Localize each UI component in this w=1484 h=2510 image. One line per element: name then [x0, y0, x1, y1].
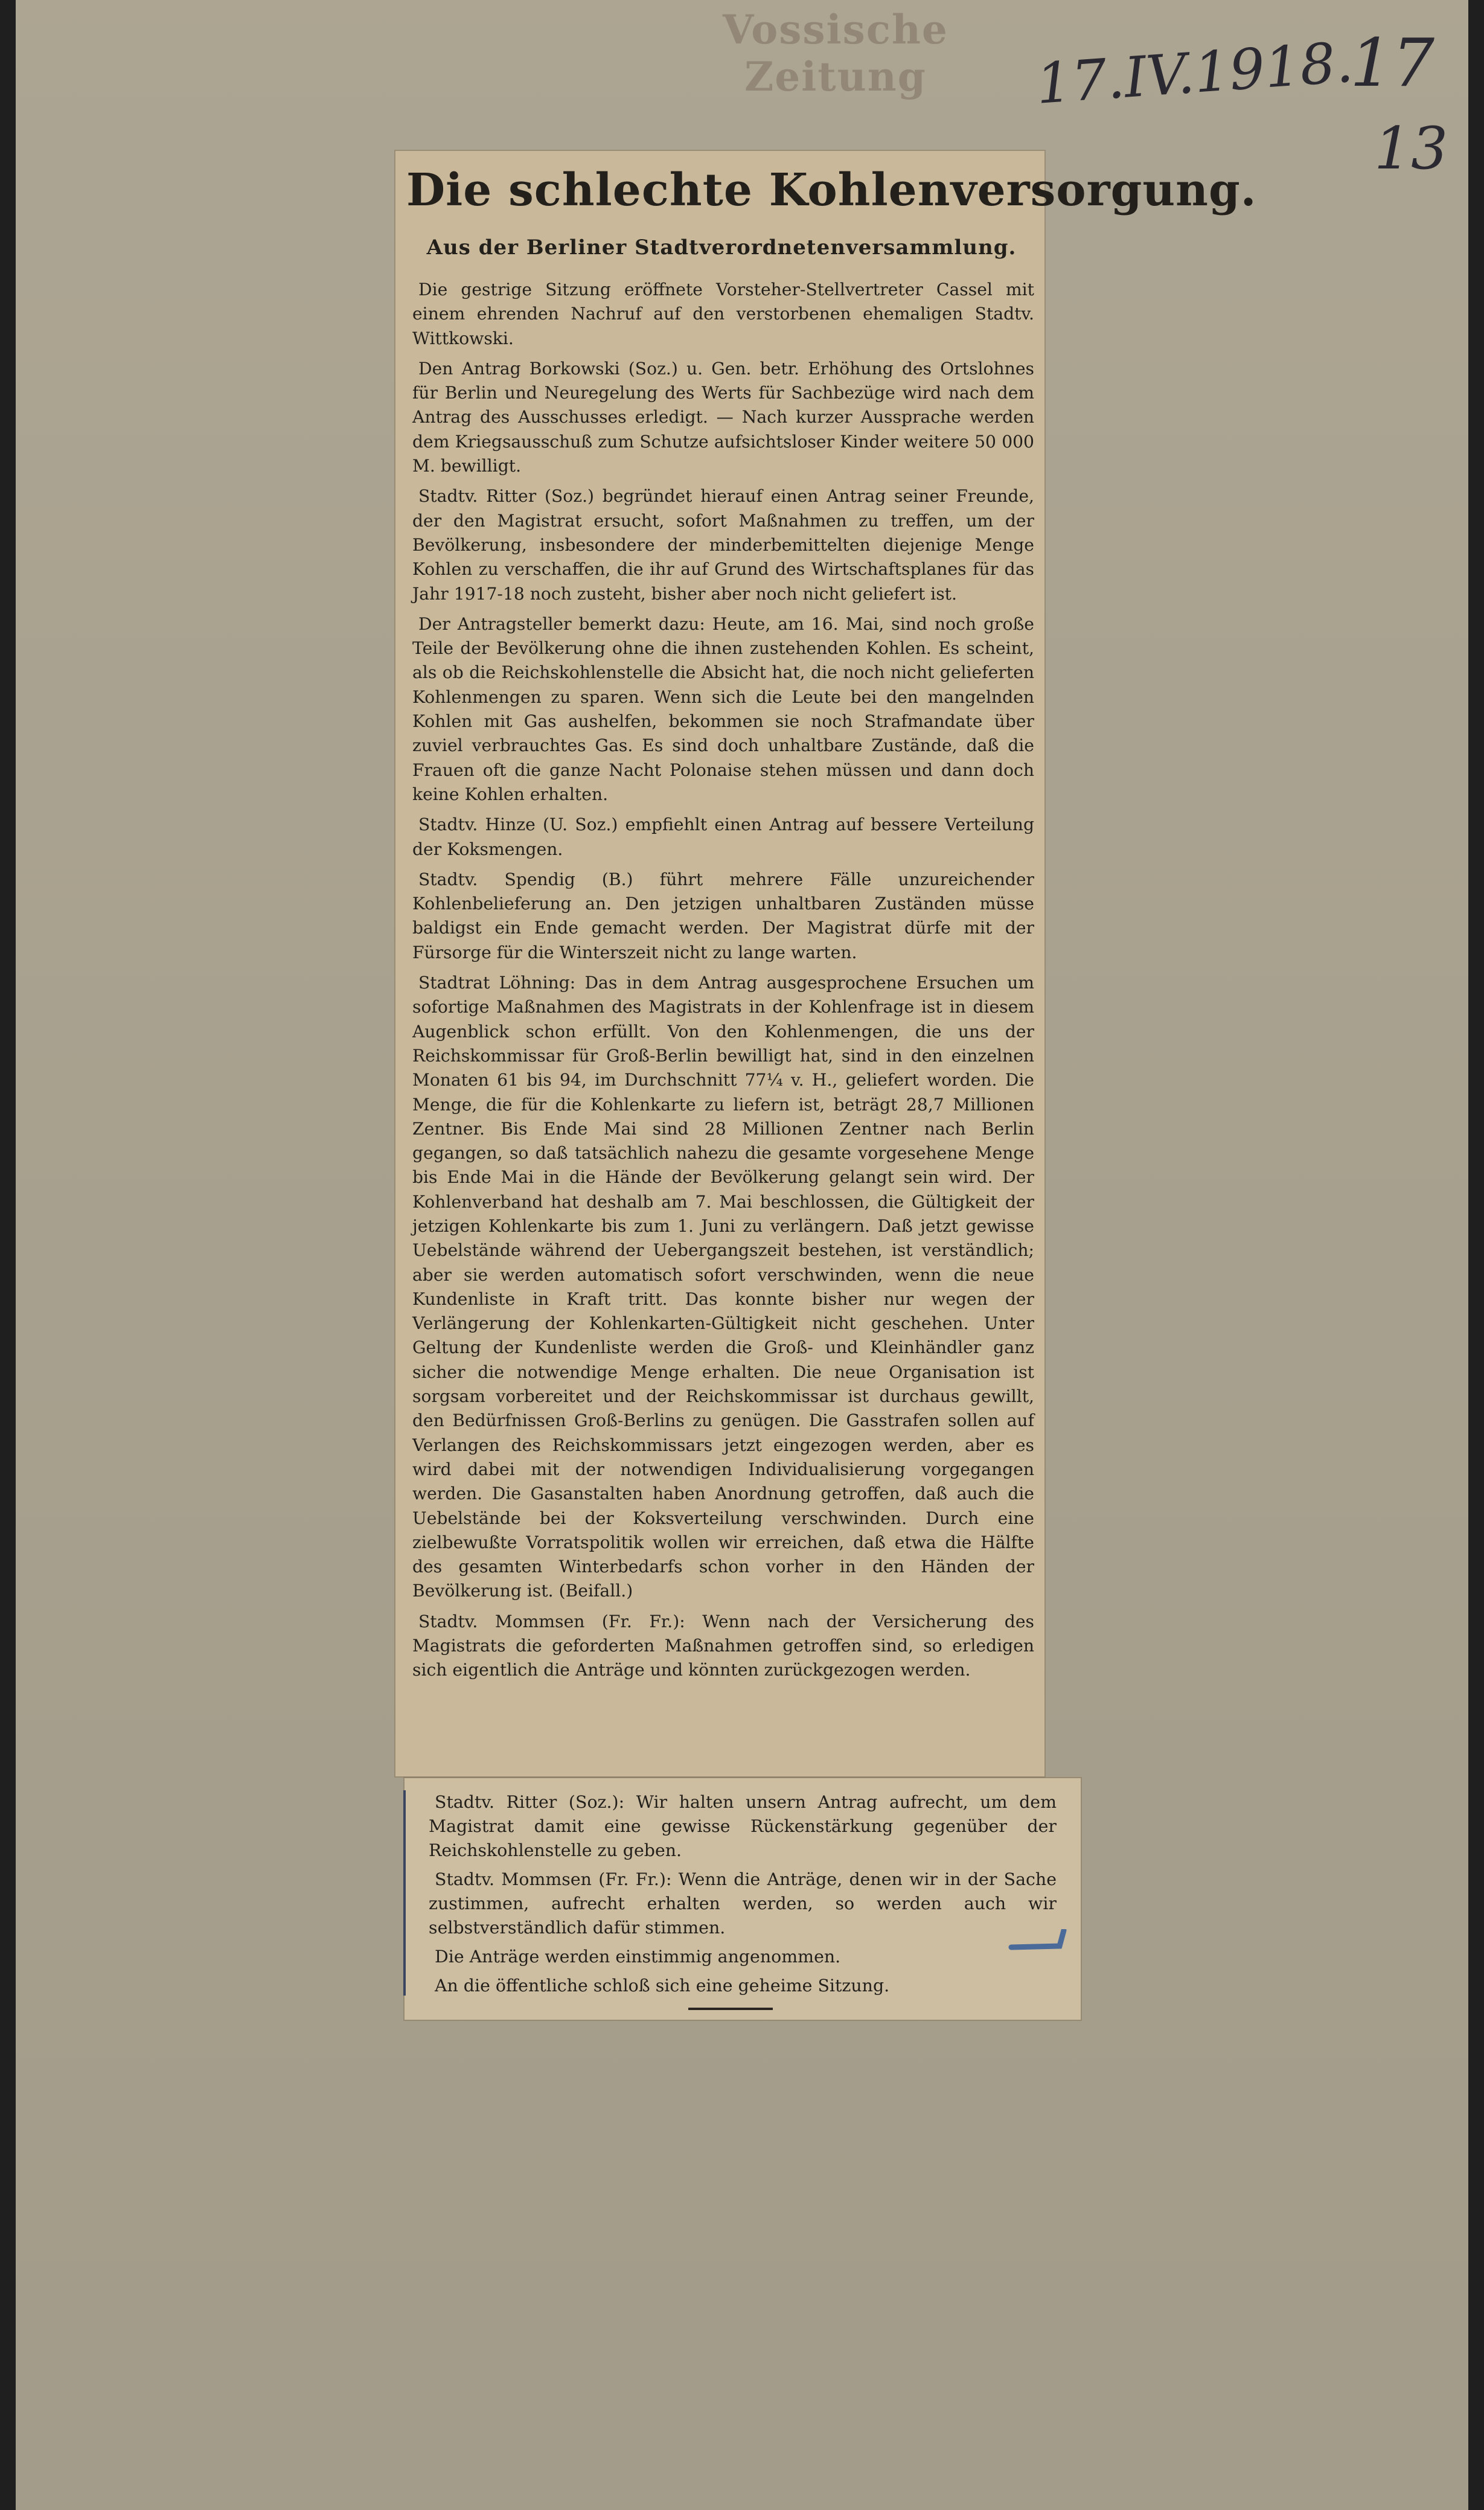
article-paragraph: Stadtv. Spendig (B.) führt mehrere Fälle unzureichender Kohlenbelieferung an. Den jetzigen unhaltbaren Zuständen müsse baldigst ein Ende gemacht werden. Der Magistrat dürfe mit der Fürsorge für die Winterszeit nicht zu lange warten. [412, 869, 1034, 962]
blue-pencil-mark [403, 1790, 406, 1996]
continuation-body [429, 1790, 1057, 2003]
blue-pencil-bracket [1008, 1929, 1069, 1953]
article-paragraph: An die öffentliche schloß sich eine geheime Sitzung. [435, 1976, 890, 1996]
handwritten-sheet-number: 13 [1374, 115, 1448, 182]
article-paragraph: Stadtv. Mommsen (Fr. Fr.): Wenn die Anträge, denen wir in der Sache zustimmen, aufrecht erhalten werden, so werden auch wir selbstverständlich dafür stimmen. [429, 1869, 1057, 1938]
article-paragraph: Den Antrag Borkowski (Soz.) u. Gen. betr. Erhöhung des Ortslohnes für Berlin und Neuregelung des Werts für Sachbezüge wird nach dem Antrag des Ausschusses erledigt. — Nach kurzer Aussprache werden dem Kriegsausschuß zum Schutze aufsichtsloser Kinder weitere 50 000 M. bewilligt. [412, 358, 1034, 476]
article-paragraph: Der Antragsteller bemerkt dazu: Heute, am 16. Mai, sind noch große Teile der Bevölkerung ohne die ihnen zustehenden Kohlen. Es scheint, als ob die Reichskohlenstelle die Absicht hat, die noch nicht gelieferten Kohlenmengen zu sparen. Wenn sich die Leute bei den mangelnden Kohlen mit Gas aushelfen, bekommen sie noch Strafmandate über zuviel verbrauchtes Gas. Es sind doch unhaltbare Zustände, daß die Frauen oft die ganze Nacht Polonaise stehen müssen und dann doch keine Kohlen erhalten. [412, 613, 1034, 804]
article-paragraph: Stadtv. Ritter (Soz.): Wir halten unsern Antrag aufrecht, um dem Magistrat damit eine gewisse Rückenstärkung gegenüber der Reichskohlenstelle zu geben. [429, 1792, 1057, 1860]
newspaper-clipping [395, 151, 1257, 1776]
article-body [412, 278, 1034, 1689]
article-paragraph: Stadtv. Mommsen (Fr. Fr.): Wenn nach der Versicherung des Magistrats die geforderten Maßnahmen getroffen sind, so erledigen sich eigentlich die Anträge und könnten zurückgezogen werden. [412, 1611, 1034, 1680]
article-paragraph: Stadtv. Hinze (U. Soz.) empfiehlt einen Antrag auf bessere Verteilung der Koksmengen. [412, 815, 1034, 859]
end-rule [688, 2008, 773, 2010]
handwritten-page-number: 17 [1350, 24, 1434, 101]
article-paragraph: Die gestrige Sitzung eröffnete Vorsteher-Stellvertreter Cassel mit einem ehrenden Nachruf auf den verstorbenen ehemaligen Stadtv. Wittkowski. [412, 280, 1034, 348]
article-headline: Die schlechte Kohlenversorgung. [406, 164, 1257, 216]
article-paragraph: Die Anträge werden einstimmig angenommen. [435, 1947, 841, 1967]
newspaper-stamp: Vossische Zeitung [723, 6, 948, 100]
article-paragraph: Stadtrat Löhning: Das in dem Antrag ausgesprochene Ersuchen um sofortige Maßnahmen des Magistrats in der Kohlenfrage ist in diesem Augenblick schon erfüllt. Von den Kohlenmengen, die uns der Reichskommissar für Groß-Berlin bewilligt hat, sind in den einzelnen Monaten 61 bis 94, im Durchschnitt 77¼ v. H., geliefert worden. Die Menge, die für die Kohlenkarte zu liefern ist, beträgt 28,7 Millionen Zentner. Bis Ende Mai sind 28 Millionen Zentner nach Berlin gegangen, so daß tatsächlich nahezu die gesamte vorgesehene Menge bis Ende Mai in die Hände der Bevölkerung gelangt sein wird. Der Kohlenverband hat deshalb am 7. Mai beschlossen, die Gültigkeit der jetzigen Kohlenkarte bis zum 1. Juni zu verlängern. Daß jetzt gewisse Uebelstände während der Uebergangszeit bestehen, ist verständlich; aber sie werden automatisch sofort verschwinden, wenn die neue Kundenliste in Kraft tritt. Das konnte bisher nur wegen der Verlängerung der Kohlenkarten-Gültigkeit nicht geschehen. Unter Geltung der Kundenliste werden die Groß- und Kleinhändler ganz sicher die notwendige Menge erhalten. Die neue Organisation ist sorgsam vorbereitet und der Reichskommissar ist durchaus gewillt, den Bedürfnissen Groß-Berlins zu genügen. Die Gasstrafen sollen auf Verlangen des Reichskommissars jetzt eingezogen werden, aber es wird dabei mit der notwendigen Individualisierung vorgegangen werden. Die Gasanstalten haben Anordnung getroffen, daß auch die Uebelstände bei der Koksverteilung verschwinden. Durch eine zielbewußte Vorratspolitik wollen wir erreichen, daß etwa die Hälfte des gesamten Winterbedarfs schon vorher in den Händen der Bevölkerung ist. (Beifall.) [412, 973, 1034, 1601]
article-paragraph: Stadtv. Ritter (Soz.) begründet hierauf einen Antrag seiner Freunde, der den Magistrat ersucht, sofort Maßnahmen zu treffen, um der Bevölkerung, insbesondere der minderbemittelten diejenige Menge Kohlen zu verschaffen, die ihr auf Grund des Wirtschaftsplanes für das Jahr 1917-18 noch zusteht, bisher aber noch nicht geliefert ist. [412, 486, 1034, 604]
newspaper-clipping-continuation [405, 1778, 1081, 2020]
handwritten-date: 17.IV.1918. [1034, 30, 1355, 117]
article-subheadline: Aus der Berliner Stadtverordnetenversammlung. [426, 235, 1017, 260]
